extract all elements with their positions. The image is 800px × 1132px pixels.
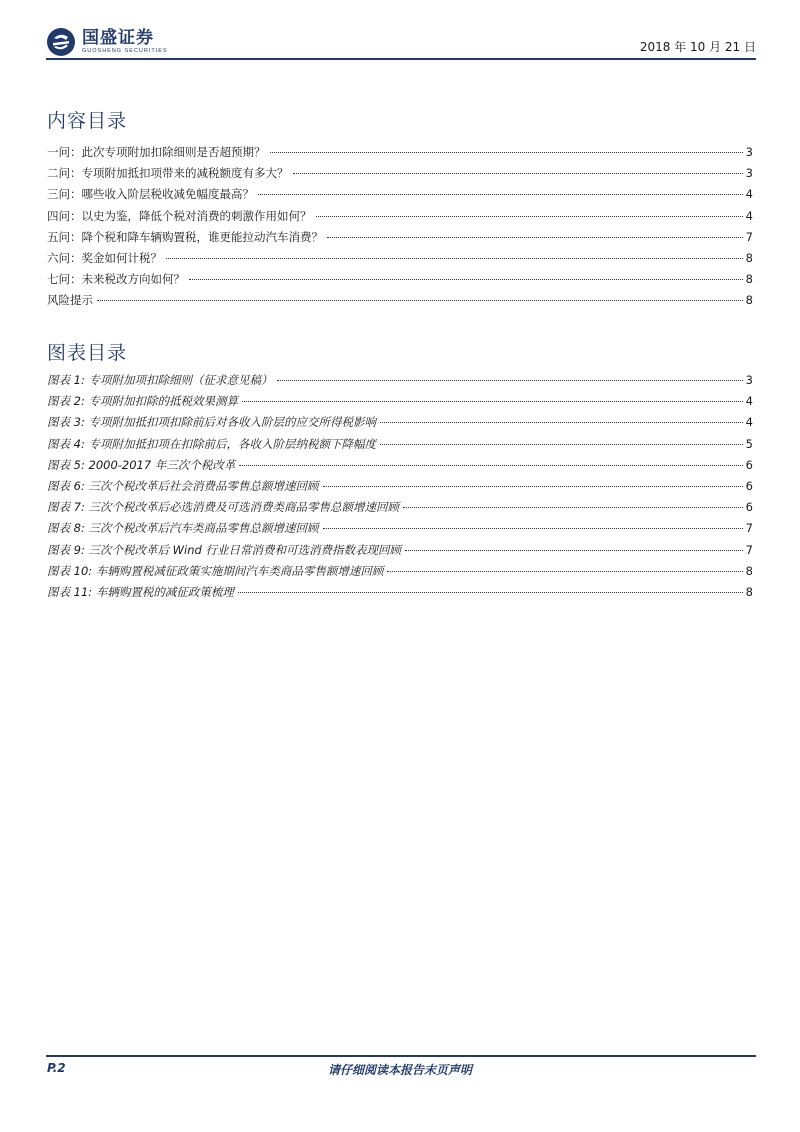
toc-entry-page: 8 <box>745 272 753 287</box>
figure-entry[interactable] <box>47 436 753 457</box>
toc-entry-page: 3 <box>745 145 753 159</box>
toc-entry-page: 4 <box>745 208 753 223</box>
logo-english-name: GUOSHENG SECURITIES <box>82 48 168 54</box>
dot-leader <box>293 173 743 174</box>
figure-entry-label: 图表 5: 2000-2017 年三次个税改革 <box>47 457 236 472</box>
header-divider <box>46 58 756 60</box>
toc-entry-label: 五问：降个税和降车辆购置税，谁更能拉动汽车消费？ <box>47 229 323 244</box>
dot-leader <box>258 194 743 195</box>
toc-entry-label: 三问：哪些收入阶层税收减免幅度最高？ <box>47 187 254 202</box>
contents-list <box>47 144 753 314</box>
figure-entry-page: 5 <box>745 436 753 451</box>
toc-entry-page: 3 <box>745 166 753 181</box>
contents-title: 内容目录 <box>47 110 128 132</box>
dot-leader <box>277 380 743 381</box>
figure-entry-page: 8 <box>745 563 753 578</box>
toc-entry[interactable] <box>47 208 753 229</box>
figure-entry[interactable] <box>47 542 753 563</box>
figure-entry-page: 4 <box>745 394 753 409</box>
page-number: P.2 <box>47 1061 66 1075</box>
dot-leader <box>239 465 742 466</box>
dot-leader <box>270 152 743 153</box>
toc-entry-label: 四问：以史为鉴，降低个税对消费的刺激作用如何？ <box>47 208 312 223</box>
dot-leader <box>189 279 743 280</box>
toc-entry[interactable] <box>47 165 753 186</box>
figure-entry[interactable] <box>47 563 753 584</box>
toc-entry-label: 风险提示 <box>47 293 93 308</box>
figure-entry-page: 6 <box>745 478 753 493</box>
toc-entry-label: 七问：未来税改方向如何？ <box>47 272 185 287</box>
figure-entry-label: 图表 3: 专项附加抵扣项扣除前后对各收入阶层的应交所得税影响 <box>47 415 376 430</box>
figure-entry-label: 图表 1: 专项附加项扣除细则（征求意见稿） <box>47 373 273 387</box>
figure-entry[interactable] <box>47 478 753 499</box>
figure-entry[interactable] <box>47 584 753 605</box>
dot-leader <box>323 486 743 487</box>
figure-entry-page: 7 <box>745 521 753 536</box>
dot-leader <box>380 422 743 423</box>
dot-leader <box>403 507 743 508</box>
figure-entry[interactable] <box>47 457 753 478</box>
toc-entry[interactable] <box>47 292 753 313</box>
toc-entry-page: 7 <box>745 229 753 244</box>
dot-leader <box>405 550 743 551</box>
figure-entry-label: 图表 4: 专项附加抵扣项在扣除前后，各收入阶层纳税额下降幅度 <box>47 436 376 451</box>
dot-leader <box>380 444 743 445</box>
dot-leader <box>242 401 743 402</box>
figure-entry-label: 图表 11: 车辆购置税的减征政策梳理 <box>47 584 234 599</box>
toc-entry-page: 8 <box>745 293 753 308</box>
report-date: 2018 年 10 月 21 日 <box>639 40 756 54</box>
dot-leader <box>387 571 742 572</box>
figure-entry-page: 7 <box>745 542 753 557</box>
toc-entry[interactable] <box>47 250 753 271</box>
dot-leader <box>238 592 743 593</box>
page-header <box>46 22 756 62</box>
disclaimer-note: 请仔细阅读本报告末页声明 <box>327 1063 472 1077</box>
figure-entry[interactable] <box>47 372 753 393</box>
dot-leader <box>97 300 743 301</box>
dot-leader <box>166 258 743 259</box>
toc-entry[interactable] <box>47 229 753 250</box>
figure-entry-page: 4 <box>745 415 753 430</box>
dot-leader <box>327 237 743 238</box>
toc-entry-page: 8 <box>745 250 753 265</box>
logo-chinese-name: 国盛证券 <box>82 28 154 48</box>
toc-entry-label: 六问：奖金如何计税？ <box>47 250 162 265</box>
figures-list <box>47 372 753 605</box>
figure-entry-page: 3 <box>745 373 753 387</box>
figure-entry[interactable] <box>47 414 753 435</box>
figure-entry[interactable] <box>47 499 753 520</box>
company-logo <box>46 26 168 58</box>
figure-entry-page: 8 <box>745 584 753 599</box>
figure-entry-label: 图表 2: 专项附加扣除的抵税效果测算 <box>47 394 239 409</box>
figure-entry-label: 图表 8: 三次个税改革后汽车类商品零售总额增速回顾 <box>47 521 319 536</box>
figure-entry-label: 图表 6: 三次个税改革后社会消费品零售总额增速回顾 <box>47 478 319 493</box>
figures-title: 图表目录 <box>47 342 128 364</box>
figure-entry-label: 图表 9: 三次个税改革后 Wind 行业日常消费和可选消费指数表现回顾 <box>47 542 401 557</box>
toc-entry-label: 二问：专项附加抵扣项带来的减税额度有多大？ <box>47 166 289 181</box>
figure-entry-label: 图表 10: 车辆购置税减征政策实施期间汽车类商品零售额增速回顾 <box>47 563 384 578</box>
dot-leader <box>323 528 743 529</box>
guosheng-logo-icon <box>46 27 76 57</box>
footer-divider <box>46 1055 756 1057</box>
toc-entry-label: 一问：此次专项附加扣除细则是否超预期？ <box>47 145 266 159</box>
figure-entry[interactable] <box>47 393 753 414</box>
toc-entry[interactable] <box>47 186 753 207</box>
toc-entry[interactable] <box>47 144 753 165</box>
dot-leader <box>316 216 743 217</box>
figure-entry-page: 6 <box>745 500 753 515</box>
figure-entry-label: 图表 7: 三次个税改革后必选消费及可选消费类商品零售总额增速回顾 <box>47 500 399 515</box>
toc-entry[interactable] <box>47 271 753 292</box>
figure-entry[interactable] <box>47 520 753 541</box>
toc-entry-page: 4 <box>745 187 753 202</box>
figure-entry-page: 6 <box>745 457 753 472</box>
